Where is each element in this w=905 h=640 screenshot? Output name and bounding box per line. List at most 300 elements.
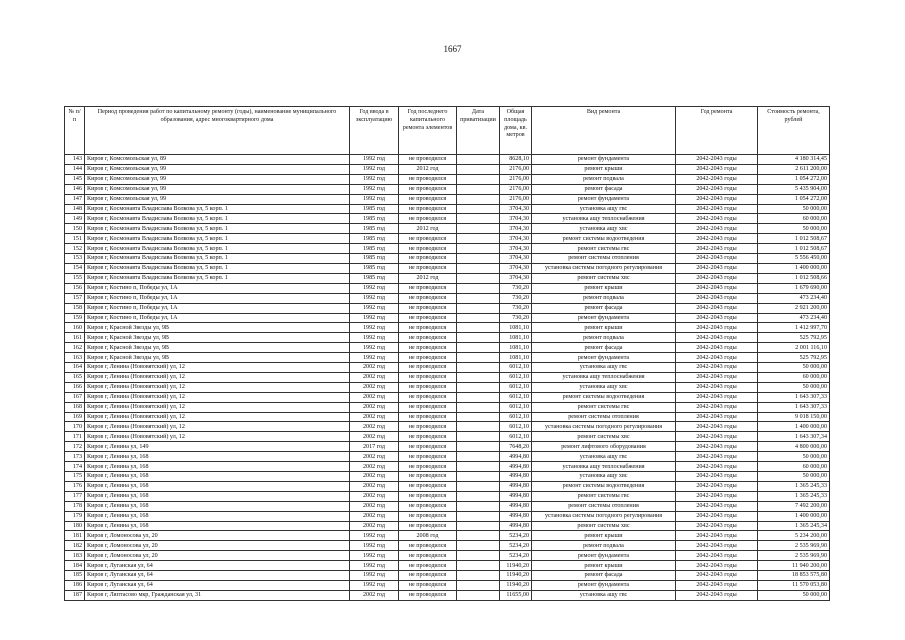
- address-cell: Киров г, Красной Звезды ул, 9В: [85, 353, 350, 363]
- privatization-cell: [457, 293, 500, 303]
- area-cell: 4994,80: [500, 472, 532, 482]
- repair-year-cell: 2042-2043 годы: [676, 402, 758, 412]
- repair-type-cell: ремонт лифтового оборудования: [532, 442, 676, 452]
- year-commission-cell: 2002 год: [350, 382, 399, 392]
- repair-year-cell: 2042-2043 годы: [676, 244, 758, 254]
- row-number: 185: [65, 571, 85, 581]
- privatization-cell: [457, 392, 500, 402]
- address-cell: Киров г, Ленина (Нововятский) ул, 12: [85, 363, 350, 373]
- privatization-cell: [457, 422, 500, 432]
- year-commission-cell: 2002 год: [350, 462, 399, 472]
- area-cell: 2176,00: [500, 164, 532, 174]
- cost-cell: 50 000,00: [758, 590, 830, 600]
- table-row: [65, 501, 830, 511]
- year-last-repair-cell: не проводился: [399, 372, 457, 382]
- row-number: 162: [65, 343, 85, 353]
- area-cell: 6012,10: [500, 412, 532, 422]
- year-last-repair-cell: не проводился: [399, 194, 457, 204]
- year-last-repair-cell: не проводился: [399, 333, 457, 343]
- row-number: 180: [65, 521, 85, 531]
- cost-cell: 2 921 200,00: [758, 303, 830, 313]
- address-cell: Киров г, Космонавта Владислава Волкова ул, 5 корп. 1: [85, 263, 350, 273]
- year-commission-cell: 1992 год: [350, 323, 399, 333]
- repair-type-cell: установка ащу хвс: [532, 472, 676, 482]
- address-cell: Киров г, Ленина ул, 168: [85, 521, 350, 531]
- area-cell: 730,20: [500, 303, 532, 313]
- table-row: [65, 273, 830, 283]
- privatization-cell: [457, 551, 500, 561]
- repair-year-cell: 2042-2043 годы: [676, 254, 758, 264]
- year-commission-cell: 1992 год: [350, 313, 399, 323]
- privatization-cell: [457, 184, 500, 194]
- address-cell: Киров г, Ленина (Нововятский) ул, 12: [85, 372, 350, 382]
- year-commission-cell: 1992 год: [350, 164, 399, 174]
- address-cell: Киров г, Ленина ул, 168: [85, 481, 350, 491]
- privatization-cell: [457, 452, 500, 462]
- year-commission-cell: 1992 год: [350, 155, 399, 165]
- table-row: [65, 392, 830, 402]
- year-last-repair-cell: не проводился: [399, 491, 457, 501]
- cost-cell: 5 435 904,00: [758, 184, 830, 194]
- area-cell: 3704,30: [500, 263, 532, 273]
- row-number: 160: [65, 323, 85, 333]
- year-commission-cell: 2002 год: [350, 402, 399, 412]
- year-commission-cell: 1985 год: [350, 204, 399, 214]
- year-last-repair-cell: 2012 год: [399, 273, 457, 283]
- table-row: [65, 174, 830, 184]
- year-commission-cell: 2002 год: [350, 472, 399, 482]
- repair-type-cell: ремонт подвала: [532, 333, 676, 343]
- cost-cell: 9 018 150,00: [758, 412, 830, 422]
- privatization-cell: [457, 372, 500, 382]
- year-commission-cell: 2002 год: [350, 363, 399, 373]
- row-number: 178: [65, 501, 85, 511]
- year-commission-cell: 1992 год: [350, 194, 399, 204]
- table-row: [65, 164, 830, 174]
- table-row: [65, 353, 830, 363]
- cost-cell: 1 400 000,00: [758, 263, 830, 273]
- repair-year-cell: 2042-2043 годы: [676, 234, 758, 244]
- repair-type-cell: ремонт системы гвс: [532, 244, 676, 254]
- table-row: [65, 194, 830, 204]
- privatization-cell: [457, 303, 500, 313]
- area-cell: 6012,10: [500, 363, 532, 373]
- year-commission-cell: 1992 год: [350, 531, 399, 541]
- area-cell: 3704,30: [500, 224, 532, 234]
- row-number: 151: [65, 234, 85, 244]
- repair-year-cell: 2042-2043 годы: [676, 561, 758, 571]
- area-cell: 1081,10: [500, 323, 532, 333]
- address-cell: Киров г, Ленина ул, 149: [85, 442, 350, 452]
- privatization-cell: [457, 234, 500, 244]
- year-commission-cell: 2002 год: [350, 511, 399, 521]
- address-cell: Киров г, Ленина ул, 168: [85, 462, 350, 472]
- repair-year-cell: 2042-2043 годы: [676, 551, 758, 561]
- privatization-cell: [457, 214, 500, 224]
- address-cell: Киров г, Ленина (Нововятский) ул, 12: [85, 392, 350, 402]
- privatization-cell: [457, 481, 500, 491]
- row-number: 146: [65, 184, 85, 194]
- year-commission-cell: 2017 год: [350, 442, 399, 452]
- privatization-cell: [457, 194, 500, 204]
- repair-type-cell: ремонт фундамента: [532, 155, 676, 165]
- repair-year-cell: 2042-2043 годы: [676, 194, 758, 204]
- repair-year-cell: 2042-2043 годы: [676, 580, 758, 590]
- row-number: 148: [65, 204, 85, 214]
- address-cell: Киров г, Костино п, Победы ул, 1А: [85, 313, 350, 323]
- year-last-repair-cell: не проводился: [399, 204, 457, 214]
- cost-cell: 1 400 000,00: [758, 511, 830, 521]
- cost-cell: 11 940 200,00: [758, 561, 830, 571]
- table-row: [65, 343, 830, 353]
- row-number: 152: [65, 244, 85, 254]
- year-commission-cell: 1985 год: [350, 263, 399, 273]
- address-cell: Киров г, Ленина (Нововятский) ул, 12: [85, 412, 350, 422]
- table-row: [65, 263, 830, 273]
- table-row: [65, 214, 830, 224]
- header-repair-type: Вид ремонта: [532, 107, 676, 155]
- repair-type-cell: установка ащу гвс: [532, 204, 676, 214]
- repair-year-cell: 2042-2043 годы: [676, 412, 758, 422]
- address-cell: Киров г, Космонавта Владислава Волкова ул, 5 корп. 1: [85, 214, 350, 224]
- year-commission-cell: 2002 год: [350, 392, 399, 402]
- address-cell: Киров г, Ленина ул, 168: [85, 491, 350, 501]
- area-cell: 4994,80: [500, 511, 532, 521]
- year-commission-cell: 1992 год: [350, 343, 399, 353]
- repair-year-cell: 2042-2043 годы: [676, 313, 758, 323]
- privatization-cell: [457, 323, 500, 333]
- repair-type-cell: установка ащу теплоснабжения: [532, 372, 676, 382]
- year-last-repair-cell: не проводился: [399, 442, 457, 452]
- area-cell: 6012,10: [500, 402, 532, 412]
- year-last-repair-cell: не проводился: [399, 481, 457, 491]
- year-commission-cell: 2002 год: [350, 422, 399, 432]
- year-last-repair-cell: не проводился: [399, 303, 457, 313]
- repair-year-cell: 2042-2043 годы: [676, 333, 758, 343]
- repair-year-cell: 2042-2043 годы: [676, 204, 758, 214]
- year-last-repair-cell: не проводился: [399, 155, 457, 165]
- privatization-cell: [457, 511, 500, 521]
- area-cell: 6012,10: [500, 382, 532, 392]
- row-number: 159: [65, 313, 85, 323]
- header-num: № п/п: [65, 107, 85, 155]
- year-last-repair-cell: не проводился: [399, 234, 457, 244]
- repair-type-cell: установка ащу гвс: [532, 363, 676, 373]
- year-commission-cell: 1985 год: [350, 234, 399, 244]
- year-last-repair-cell: не проводился: [399, 452, 457, 462]
- table-row: [65, 551, 830, 561]
- privatization-cell: [457, 283, 500, 293]
- cost-cell: 1 012 508,67: [758, 244, 830, 254]
- year-commission-cell: 1992 год: [350, 303, 399, 313]
- table-row: [65, 452, 830, 462]
- row-number: 145: [65, 174, 85, 184]
- cost-cell: 60 000,00: [758, 462, 830, 472]
- privatization-cell: [457, 412, 500, 422]
- table-row: [65, 372, 830, 382]
- repair-type-cell: установка системы погодного регулирования: [532, 511, 676, 521]
- privatization-cell: [457, 174, 500, 184]
- row-number: 144: [65, 164, 85, 174]
- repair-year-cell: 2042-2043 годы: [676, 174, 758, 184]
- repair-year-cell: 2042-2043 годы: [676, 224, 758, 234]
- table-row: [65, 254, 830, 264]
- privatization-cell: [457, 333, 500, 343]
- year-last-repair-cell: не проводился: [399, 432, 457, 442]
- repair-type-cell: ремонт крыши: [532, 561, 676, 571]
- repair-year-cell: 2042-2043 годы: [676, 452, 758, 462]
- area-cell: 4994,80: [500, 462, 532, 472]
- address-cell: Киров г, Ленина (Нововятский) ул, 12: [85, 432, 350, 442]
- area-cell: 7648,20: [500, 442, 532, 452]
- repair-type-cell: установка ащу теплоснабжения: [532, 462, 676, 472]
- year-commission-cell: 1992 год: [350, 293, 399, 303]
- cost-cell: 60 000,00: [758, 214, 830, 224]
- repair-year-cell: 2042-2043 годы: [676, 481, 758, 491]
- row-number: 181: [65, 531, 85, 541]
- area-cell: 730,20: [500, 313, 532, 323]
- table-row: [65, 313, 830, 323]
- cost-cell: 1 365 245,33: [758, 481, 830, 491]
- row-number: 153: [65, 254, 85, 264]
- cost-cell: 2 535 969,90: [758, 551, 830, 561]
- area-cell: 1081,10: [500, 353, 532, 363]
- repair-year-cell: 2042-2043 годы: [676, 372, 758, 382]
- area-cell: 730,20: [500, 293, 532, 303]
- address-cell: Киров г, Ленина (Нововятский) ул, 12: [85, 382, 350, 392]
- repair-type-cell: ремонт системы гвс: [532, 402, 676, 412]
- header-year-commission: Год ввода в эксплуатацию: [350, 107, 399, 155]
- address-cell: Киров г, Красной Звезды ул, 9В: [85, 333, 350, 343]
- address-cell: Киров г, Космонавта Владислава Волкова ул, 5 корп. 1: [85, 244, 350, 254]
- cost-cell: 50 000,00: [758, 204, 830, 214]
- repair-year-cell: 2042-2043 годы: [676, 462, 758, 472]
- table-row: [65, 491, 830, 501]
- table-row: [65, 521, 830, 531]
- table-row: [65, 204, 830, 214]
- privatization-cell: [457, 521, 500, 531]
- area-cell: 11655,00: [500, 590, 532, 600]
- year-last-repair-cell: не проводился: [399, 402, 457, 412]
- address-cell: Киров г, Космонавта Владислава Волкова ул, 5 корп. 1: [85, 254, 350, 264]
- repair-type-cell: ремонт крыши: [532, 283, 676, 293]
- repair-type-cell: ремонт системы отопления: [532, 254, 676, 264]
- area-cell: 4994,80: [500, 501, 532, 511]
- cost-cell: 4 800 000,00: [758, 442, 830, 452]
- table-row: [65, 333, 830, 343]
- row-number: 157: [65, 293, 85, 303]
- year-last-repair-cell: не проводился: [399, 561, 457, 571]
- year-last-repair-cell: не проводился: [399, 323, 457, 333]
- year-last-repair-cell: не проводился: [399, 283, 457, 293]
- repair-year-cell: 2042-2043 годы: [676, 184, 758, 194]
- privatization-cell: [457, 263, 500, 273]
- area-cell: 11940,20: [500, 580, 532, 590]
- cost-cell: 7 492 200,00: [758, 501, 830, 511]
- area-cell: 11940,20: [500, 561, 532, 571]
- repair-type-cell: ремонт системы отопления: [532, 412, 676, 422]
- repair-type-cell: ремонт системы водоотведения: [532, 234, 676, 244]
- privatization-cell: [457, 580, 500, 590]
- area-cell: 5234,20: [500, 531, 532, 541]
- year-commission-cell: 1992 год: [350, 333, 399, 343]
- area-cell: 3704,30: [500, 244, 532, 254]
- repair-year-cell: 2042-2043 годы: [676, 283, 758, 293]
- row-number: 147: [65, 194, 85, 204]
- table-row: [65, 561, 830, 571]
- row-number: 166: [65, 382, 85, 392]
- year-last-repair-cell: не проводился: [399, 174, 457, 184]
- cost-cell: 2 001 116,10: [758, 343, 830, 353]
- year-commission-cell: 2002 год: [350, 432, 399, 442]
- year-commission-cell: 1985 год: [350, 224, 399, 234]
- year-commission-cell: 1992 год: [350, 184, 399, 194]
- year-commission-cell: 2002 год: [350, 590, 399, 600]
- repair-type-cell: ремонт крыши: [532, 531, 676, 541]
- privatization-cell: [457, 382, 500, 392]
- year-last-repair-cell: не проводился: [399, 501, 457, 511]
- year-last-repair-cell: не проводился: [399, 214, 457, 224]
- row-number: 169: [65, 412, 85, 422]
- year-commission-cell: 2002 год: [350, 481, 399, 491]
- address-cell: Киров г, Красной Звезды ул, 9В: [85, 323, 350, 333]
- repair-type-cell: ремонт подвала: [532, 293, 676, 303]
- repair-type-cell: ремонт системы хвс: [532, 521, 676, 531]
- repair-year-cell: 2042-2043 годы: [676, 521, 758, 531]
- privatization-cell: [457, 442, 500, 452]
- row-number: 172: [65, 442, 85, 452]
- table-header: [65, 107, 830, 155]
- row-number: 171: [65, 432, 85, 442]
- repair-year-cell: 2042-2043 годы: [676, 214, 758, 224]
- cost-cell: 1 054 272,00: [758, 174, 830, 184]
- year-last-repair-cell: не проводился: [399, 412, 457, 422]
- table-body: [65, 155, 830, 601]
- header-cost: Стоимость ремонта, рублей: [758, 107, 830, 155]
- area-cell: 4994,80: [500, 481, 532, 491]
- privatization-cell: [457, 491, 500, 501]
- address-cell: Киров г, Костино п, Победы ул, 1А: [85, 283, 350, 293]
- address-cell: Киров г, Комсомольская ул, 99: [85, 174, 350, 184]
- row-number: 173: [65, 452, 85, 462]
- privatization-cell: [457, 164, 500, 174]
- repair-year-cell: 2042-2043 годы: [676, 392, 758, 402]
- row-number: 174: [65, 462, 85, 472]
- repair-type-cell: ремонт подвала: [532, 541, 676, 551]
- area-cell: 6012,10: [500, 432, 532, 442]
- table-row: [65, 234, 830, 244]
- address-cell: Киров г, Космонавта Владислава Волкова ул, 5 корп. 1: [85, 234, 350, 244]
- address-cell: Киров г, Луганская ул, 64: [85, 561, 350, 571]
- table-row: [65, 541, 830, 551]
- header-privatization-date: Дата приватизации: [457, 107, 500, 155]
- row-number: 143: [65, 155, 85, 165]
- table-row: [65, 511, 830, 521]
- year-last-repair-cell: не проводился: [399, 571, 457, 581]
- address-cell: Киров г, Ленина (Нововятский) ул, 12: [85, 422, 350, 432]
- privatization-cell: [457, 363, 500, 373]
- area-cell: 8628,10: [500, 155, 532, 165]
- privatization-cell: [457, 353, 500, 363]
- row-number: 163: [65, 353, 85, 363]
- privatization-cell: [457, 343, 500, 353]
- privatization-cell: [457, 462, 500, 472]
- year-commission-cell: 1985 год: [350, 273, 399, 283]
- repair-year-cell: 2042-2043 годы: [676, 422, 758, 432]
- year-last-repair-cell: не проводился: [399, 511, 457, 521]
- repair-type-cell: ремонт системы водоотведения: [532, 481, 676, 491]
- repair-year-cell: 2042-2043 годы: [676, 263, 758, 273]
- repair-year-cell: 2042-2043 годы: [676, 293, 758, 303]
- year-commission-cell: 1985 год: [350, 214, 399, 224]
- area-cell: 3704,30: [500, 254, 532, 264]
- privatization-cell: [457, 313, 500, 323]
- privatization-cell: [457, 155, 500, 165]
- privatization-cell: [457, 224, 500, 234]
- address-cell: Киров г, Ленина ул, 168: [85, 511, 350, 521]
- address-cell: Киров г, Ломоносова ул, 20: [85, 531, 350, 541]
- repair-year-cell: 2042-2043 годы: [676, 442, 758, 452]
- repair-type-cell: ремонт подвала: [532, 174, 676, 184]
- table-row: [65, 571, 830, 581]
- repair-year-cell: 2042-2043 годы: [676, 472, 758, 482]
- repair-type-cell: ремонт фасада: [532, 303, 676, 313]
- year-commission-cell: 2002 год: [350, 501, 399, 511]
- table-row: [65, 531, 830, 541]
- year-commission-cell: 1985 год: [350, 254, 399, 264]
- address-cell: Киров г, Ломоносова ул, 20: [85, 541, 350, 551]
- year-last-repair-cell: не проводился: [399, 363, 457, 373]
- repair-year-cell: 2042-2043 годы: [676, 491, 758, 501]
- area-cell: 3704,30: [500, 214, 532, 224]
- year-commission-cell: 2002 год: [350, 412, 399, 422]
- repair-type-cell: установка ащу гвс: [532, 452, 676, 462]
- repair-type-cell: установка ащу теплоснабжения: [532, 214, 676, 224]
- year-last-repair-cell: не проводился: [399, 343, 457, 353]
- repair-type-cell: ремонт фундамента: [532, 551, 676, 561]
- year-last-repair-cell: не проводился: [399, 590, 457, 600]
- year-last-repair-cell: не проводился: [399, 392, 457, 402]
- year-last-repair-cell: 2012 год: [399, 164, 457, 174]
- cost-cell: 1 365 245,33: [758, 491, 830, 501]
- cost-cell: 50 000,00: [758, 382, 830, 392]
- year-commission-cell: 1992 год: [350, 541, 399, 551]
- cost-cell: 50 000,00: [758, 472, 830, 482]
- repair-year-cell: 2042-2043 годы: [676, 343, 758, 353]
- repair-year-cell: 2042-2043 годы: [676, 531, 758, 541]
- address-cell: Киров г, Комсомольская ул, 99: [85, 194, 350, 204]
- row-number: 175: [65, 472, 85, 482]
- row-number: 154: [65, 263, 85, 273]
- repair-year-cell: 2042-2043 годы: [676, 541, 758, 551]
- address-cell: Киров г, Ленина (Нововятский) ул, 12: [85, 402, 350, 412]
- row-number: 182: [65, 541, 85, 551]
- area-cell: 11940,20: [500, 571, 532, 581]
- table-row: [65, 303, 830, 313]
- cost-cell: 1 365 245,34: [758, 521, 830, 531]
- year-last-repair-cell: 2012 год: [399, 224, 457, 234]
- address-cell: Киров г, Ломоносова ул, 20: [85, 551, 350, 561]
- area-cell: 6012,10: [500, 372, 532, 382]
- cost-cell: 1 054 272,00: [758, 194, 830, 204]
- repair-type-cell: ремонт фундамента: [532, 353, 676, 363]
- cost-cell: 2 535 969,90: [758, 541, 830, 551]
- row-number: 183: [65, 551, 85, 561]
- cost-cell: 473 234,40: [758, 293, 830, 303]
- year-commission-cell: 2002 год: [350, 372, 399, 382]
- repair-type-cell: ремонт системы водоотведения: [532, 392, 676, 402]
- table-row: [65, 580, 830, 590]
